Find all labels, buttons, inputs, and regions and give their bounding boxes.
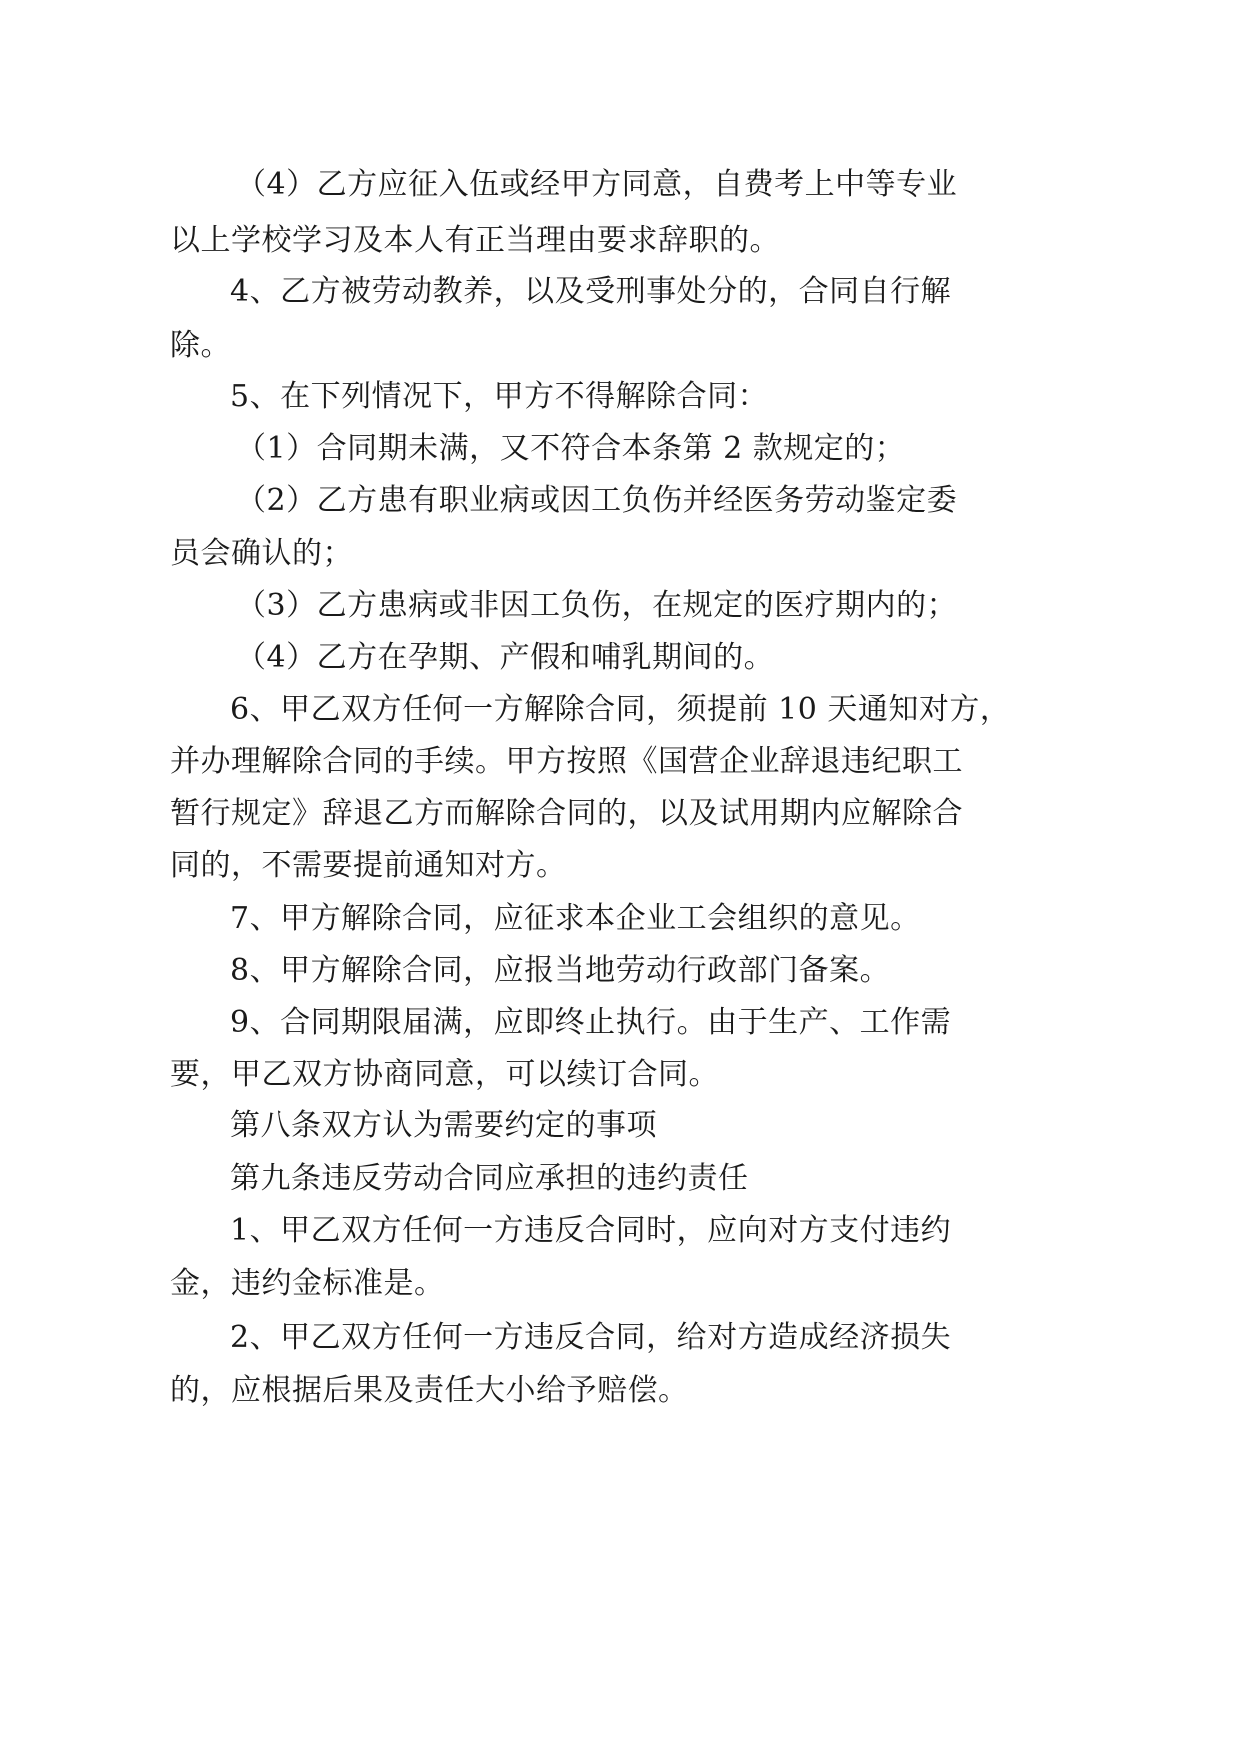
paragraph-line: 6、甲乙双方任何一方解除合同，须提前 10 天通知对方，: [230, 692, 1011, 727]
paragraph-line: 以上学校学习及本人有正当理由要求辞职的。: [170, 223, 780, 258]
paragraph-line: 员会确认的；: [170, 536, 353, 571]
paragraph-line: 4、乙方被劳动教养，以及受刑事处分的，合同自行解: [230, 274, 952, 309]
paragraph-line: 暂行规定》辞退乙方而解除合同的，以及试用期内应解除合: [170, 796, 963, 831]
paragraph-line: （2）乙方患有职业病或因工负伤并经医务劳动鉴定委: [236, 483, 958, 518]
paragraph-line: （3）乙方患病或非因工负伤，在规定的医疗期内的；: [236, 588, 958, 623]
paragraph-line: 除。: [170, 328, 231, 363]
paragraph-line: （4）乙方在孕期、产假和哺乳期间的。: [236, 640, 775, 675]
paragraph-line: 的，应根据后果及责任大小给予赔偿。: [170, 1373, 689, 1408]
paragraph-line: 要，甲乙双方协商同意，可以续订合同。: [170, 1057, 719, 1092]
paragraph-line: 同的，不需要提前通知对方。: [170, 848, 567, 883]
paragraph-line: 8、甲方解除合同，应报当地劳动行政部门备案。: [230, 953, 891, 988]
paragraph-line: 5、在下列情况下，甲方不得解除合同：: [230, 379, 769, 414]
paragraph-line: 9、合同期限届满，应即终止执行。由于生产、工作需: [230, 1005, 952, 1040]
paragraph-line: （4）乙方应征入伍或经甲方同意，自费考上中等专业: [236, 167, 958, 202]
paragraph-line: 2、甲乙双方任何一方违反合同，给对方造成经济损失: [230, 1320, 952, 1355]
section-heading: 第九条违反劳动合同应承担的违约责任: [230, 1161, 749, 1196]
section-heading: 第八条双方认为需要约定的事项: [230, 1108, 657, 1143]
paragraph-line: 并办理解除合同的手续。甲方按照《国营企业辞退违纪职工: [170, 744, 963, 779]
paragraph-line: 1、甲乙双方任何一方违反合同时，应向对方支付违约: [230, 1213, 952, 1248]
paragraph-line: 金，违约金标准是。: [170, 1266, 445, 1301]
paragraph-line: 7、甲方解除合同，应征求本企业工会组织的意见。: [230, 901, 921, 936]
paragraph-line: （1）合同期未满，又不符合本条第 2 款规定的；: [236, 431, 906, 466]
